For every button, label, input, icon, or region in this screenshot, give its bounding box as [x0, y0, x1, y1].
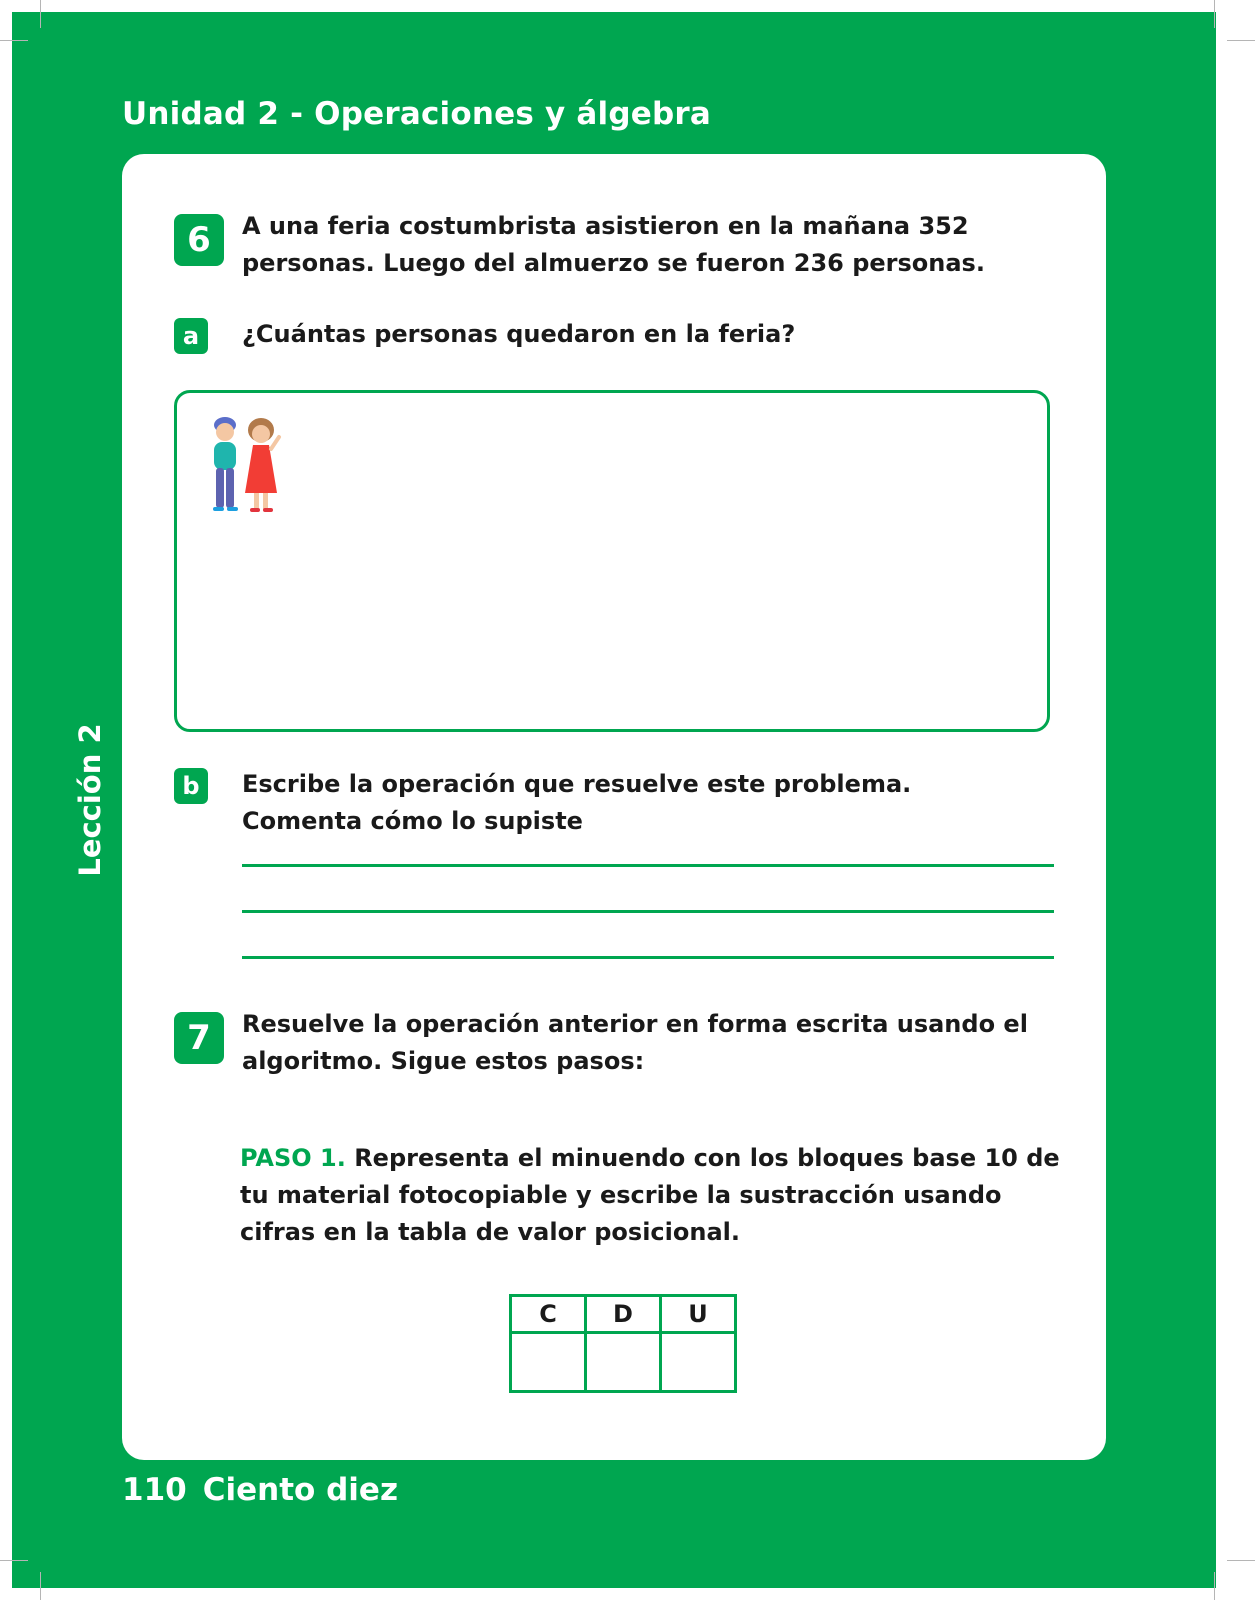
crop-mark: [0, 1560, 28, 1561]
crop-mark: [1214, 1572, 1215, 1600]
writing-line[interactable]: [242, 956, 1054, 959]
crop-mark: [1227, 40, 1255, 41]
unit-title: Unidad 2 - Operaciones y álgebra: [122, 96, 711, 132]
crop-mark: [0, 40, 28, 41]
place-value-header-u: U: [661, 1296, 736, 1333]
place-value-cell-d[interactable]: [586, 1333, 661, 1392]
part-b-question: Escribe la operación que resuelve este problema. Comenta cómo lo supiste: [242, 770, 912, 835]
activity-7-text: Resuelve la operación anterior en forma escrita usando el algoritmo. Sigue estos pasos:: [242, 1010, 1028, 1075]
writing-line[interactable]: [242, 864, 1054, 867]
worksheet-card: [122, 154, 1106, 1460]
place-value-table: [509, 1294, 737, 1393]
crop-mark: [40, 1572, 41, 1600]
place-value-cell-u[interactable]: [661, 1333, 736, 1392]
part-a-question: ¿Cuántas personas quedaron en la feria?: [242, 320, 796, 348]
part-b-badge: b: [174, 768, 208, 804]
place-value-header-d: D: [586, 1296, 661, 1333]
step-1-text: Representa el minuendo con los bloques base 10 de tu material fotocopiable y escribe la sustracción usando cifras en la tabla de valor posicional.: [240, 1144, 1060, 1246]
activity-6-badge: 6: [174, 214, 224, 266]
writing-line[interactable]: [242, 910, 1054, 913]
answer-box[interactable]: [174, 390, 1050, 732]
crop-mark: [1227, 1560, 1255, 1561]
children-icon: [203, 417, 293, 521]
page-number: 110: [122, 1472, 187, 1508]
crop-mark: [1214, 0, 1215, 28]
activity-6-text: A una feria costumbrista asistieron en la mañana 352 personas. Luego del almuerzo se fueron 236 personas.: [242, 212, 985, 277]
part-a-badge: a: [174, 318, 208, 354]
activity-7-badge: 7: [174, 1012, 224, 1064]
place-value-header-c: C: [511, 1296, 586, 1333]
step-1-label: PASO 1.: [240, 1144, 346, 1172]
step-1: [240, 1140, 1060, 1251]
page-number-words: Ciento diez: [202, 1472, 398, 1508]
lesson-label: Lección 2: [73, 723, 107, 877]
page-footer: [122, 1472, 398, 1508]
crop-mark: [40, 0, 41, 28]
place-value-cell-c[interactable]: [511, 1333, 586, 1392]
